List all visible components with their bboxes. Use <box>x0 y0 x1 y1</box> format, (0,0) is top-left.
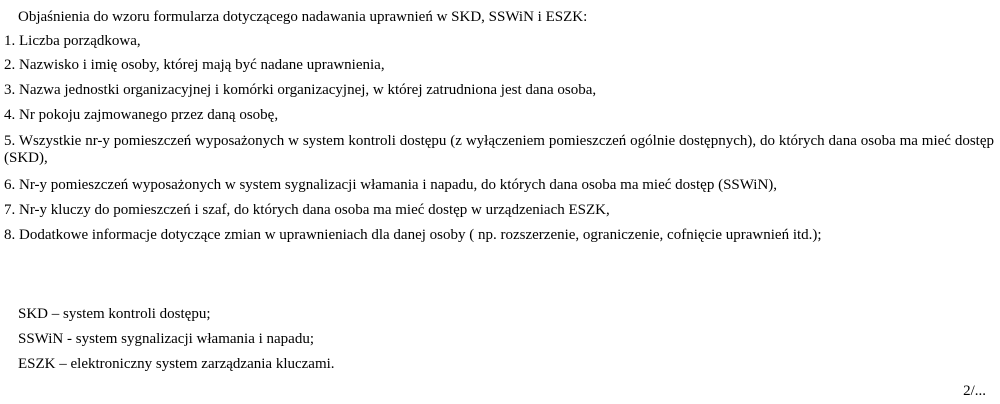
list-item-3: 3. Nazwa jednostki organizacyjnej i komórki organizacyjnej, w której zatrudniona jest dana osoba, <box>4 82 597 98</box>
list-item-2: 2. Nazwisko i imię osoby, której mają być nadane uprawnienia, <box>4 57 385 73</box>
page-number: 2/... <box>963 383 986 399</box>
document-heading: Objaśnienia do wzoru formularza dotyczącego nadawania uprawnień w SKD, SSWiN i ESZK: <box>18 9 588 25</box>
definition-eszk: ESZK – elektroniczny system zarządzania kluczami. <box>18 356 335 372</box>
list-item-8: 8. Dodatkowe informacje dotyczące zmian w uprawnieniach dla danej osoby ( np. rozszerzenie, ograniczenie, cofnięcie uprawnień itd.); <box>4 227 822 243</box>
list-item-1: 1. Liczba porządkowa, <box>4 33 141 49</box>
list-item-5: 5. Wszystkie nr-y pomieszczeń wyposażonych w system kontroli dostępu (z wyłączeniem pomieszczeń ogólnie dostępnych), do których dana osoba ma mieć dostęp (SKD), <box>4 133 994 166</box>
list-item-7: 7. Nr-y kluczy do pomieszczeń i szaf, do których dana osoba ma mieć dostęp w urządzeniach ESZK, <box>4 202 610 218</box>
list-item-6: 6. Nr-y pomieszczeń wyposażonych w system sygnalizacji włamania i napadu, do których dana osoba ma mieć dostęp (SSWiN), <box>4 177 778 193</box>
list-item-4: 4. Nr pokoju zajmowanego przez daną osobę, <box>4 107 279 123</box>
definition-sswin: SSWiN - system sygnalizacji włamania i napadu; <box>18 331 315 347</box>
definition-skd: SKD – system kontroli dostępu; <box>18 306 211 322</box>
